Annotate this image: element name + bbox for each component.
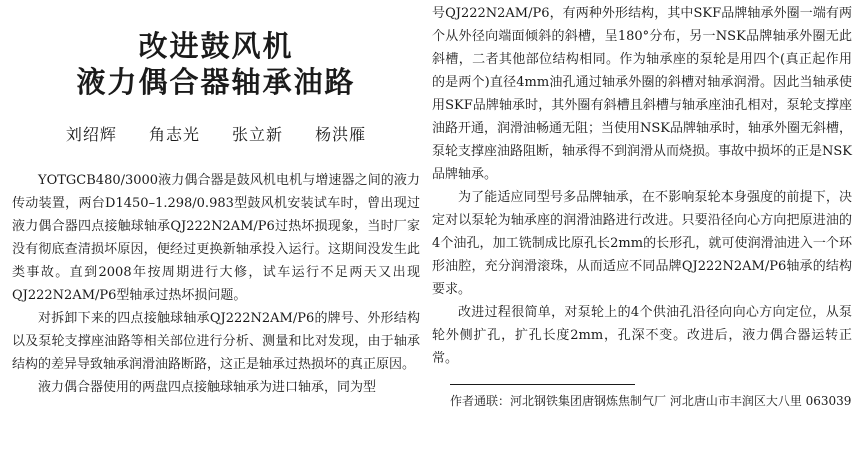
author-name: 刘绍辉: [65, 125, 117, 144]
author-list: [12, 122, 420, 145]
title-line-2: 液力偶合器轴承油路: [76, 65, 356, 99]
paragraph: 改进过程很简单，对泵轮上的4个供油孔沿径向向心方向定位，从泵轮外侧扩孔，扩孔长度2mm，孔深不变。改进后，液力偶合器运转正常。: [432, 305, 852, 366]
author-name: 角志光: [148, 125, 200, 144]
paragraph: 液力偶合器使用的两盘四点接触球轴承为进口轴承，同为型: [38, 380, 377, 395]
left-column: [12, 0, 420, 457]
paragraph: 为了能适应同型号多品牌轴承，在不影响泵轮本身强度的前提下，决定对以泵轮为轴承座的润滑油路进行改进。只要沿径向心方向把原进油的4个油孔，加工铣制成比原孔长2mm的长形孔，就可使润滑油进入一个环形油腔，充分润滑滚珠，从而适应不同品牌QJ222N2AM/P6轴承的结构要求。: [432, 190, 852, 297]
author-contact-footnote: 作者通联：河北钢铁集团唐钢炼焦制气厂 河北唐山市丰润区大八里 063039: [450, 394, 852, 408]
paragraph: 对拆卸下来的四点接触球轴承QJ222N2AM/P6的牌号、外形结构以及泵轮支撑座油路等相关部位进行分析、测量和比对发现，由于轴承结构的差异导致轴承润滑油路断路，这正是轴承过热损坏的真正原因。: [12, 311, 420, 372]
right-body: [432, 2, 852, 370]
author-name: 杨洪雁: [315, 125, 367, 144]
author-name: 张立新: [232, 125, 284, 144]
footnote-divider: [450, 384, 635, 385]
right-column: [432, 0, 852, 457]
title-line-1: 改进鼓风机: [138, 29, 294, 63]
paragraph: YOTGCB480/3000液力偶合器是鼓风机电机与增速器之间的液力传动装置，两台D1450–1.298/0.983型鼓风机安装试车时，曾出现过液力偶合器四点接触球轴承QJ222N2AM/P6过热坏损现象，当时厂家没有彻底查清损坏原因，便经过更换新轴承投入运行。这期间没发生此类事故。直到2008年按周期进行大修，试车运行不足两天又出现QJ222N2AM/P6型轴承过热坏损问题。: [12, 173, 420, 303]
left-body: [12, 169, 420, 399]
paragraph-continued: 号QJ222N2AM/P6，有两种外形结构，其中SKF品牌轴承外圈一端有两个从外径向端面倾斜的斜槽，呈180°分布，另一NSK品牌轴承外圈无此斜槽，二者其他部位结构相同。作为轴承座的泵轮是用四个(真正起作用的是两个)直径4mm油孔通过轴承外圈的斜槽对轴承润滑。因此当轴承使用SKF品牌轴承时，其外圈有斜槽且斜槽与轴承座油孔相对，泵轮支撑座油路开通，润滑油畅通无阻；当使用NSK品牌轴承时，轴承外圈无斜槽，泵轮支撑座油路阻断，轴承得不到润滑从而烧损。事故中损坏的正是NSK品牌轴承。: [432, 6, 852, 182]
